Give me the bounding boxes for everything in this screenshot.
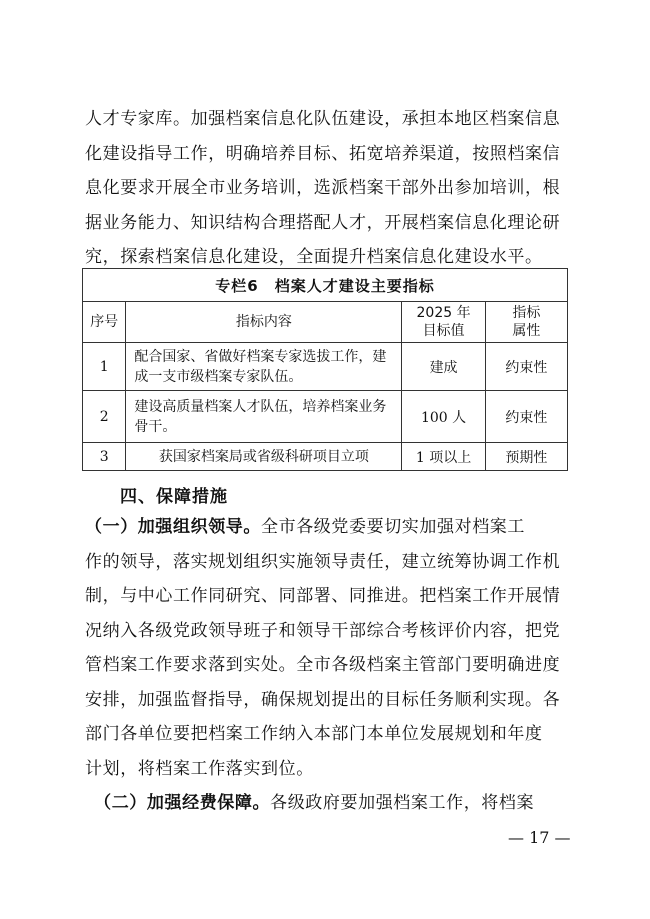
line-text: 各级政府要加强档案工作，将档案 [270, 793, 535, 813]
text-line: 息化要求开展全市业务培训，选派档案干部外出参加培训，根 [85, 178, 561, 198]
row-target: 1 项以上 [402, 443, 485, 471]
row-attr: 约束性 [485, 391, 567, 443]
header-attr [485, 302, 567, 343]
text-line: 况纳入各级党政领导班子和领导干部综合考核评价内容，把党 [85, 620, 561, 641]
text-line [85, 786, 568, 821]
text-line: 人才专家库。加强档案信息化队伍建设，承担本地区档案信息 [85, 109, 561, 129]
header-attr-line2: 属性 [512, 323, 541, 339]
header-no: 序号 [83, 302, 126, 343]
row-no: 1 [83, 343, 126, 391]
row-content: 获国家档案局或省级科研项目立项 [126, 443, 402, 471]
page-number: — 17 — [508, 828, 571, 847]
header-content: 指标内容 [126, 302, 402, 343]
row-attr: 预期性 [485, 443, 567, 471]
header-target-line2: 目标值 [422, 323, 465, 339]
table-row [83, 343, 568, 391]
lead-phrase: （二）加强经费保障。 [102, 793, 271, 813]
lead-phrase: （一）加强组织领导。 [85, 517, 261, 537]
paragraph-funding [85, 786, 568, 821]
text-line: 计划，将档案工作落实到位。 [85, 758, 314, 779]
row-target: 建成 [402, 343, 485, 391]
row-attr: 约束性 [485, 343, 567, 391]
talent-indicator-table [82, 268, 568, 471]
header-target-line1: 2025 年 [416, 305, 471, 321]
table-row [83, 391, 568, 443]
text-line: 据业务能力、知识结构合理搭配人才，开展档案信息化理论研 [85, 212, 561, 233]
text-line: 作的领导，落实规划组织实施领导责任，建立统筹协调工作机 [85, 551, 561, 572]
paragraph-organization-leadership [85, 510, 568, 786]
text-line: 究，探索档案信息化建设，全面提升档案信息化建设水平。 [85, 247, 543, 267]
row-target: 100 人 [402, 391, 485, 443]
row-no: 2 [83, 391, 126, 443]
row-content: 配合国家、省做好档案专家选拔工作，建成一支市级档案专家队伍。 [126, 343, 402, 391]
line-text: 全市各级党委要切实加强对档案工 [261, 517, 525, 537]
header-attr-line1: 指标 [512, 305, 541, 321]
text-line: 制，与中心工作同研究、同部署、同推进。把档案工作开展情 [85, 586, 561, 606]
section-heading: 四、保障措施 [120, 487, 228, 507]
text-line [85, 510, 568, 545]
paragraph-talent-pool [85, 102, 568, 275]
text-line: 化建设指导工作，明确培养目标、拓宽培养渠道，按照档案信 [85, 143, 561, 164]
text-line: 管档案工作要求落到实处。全市各级档案主管部门要明确进度 [85, 655, 561, 675]
row-content: 建设高质量档案人才队伍，培养档案业务骨干。 [126, 391, 402, 443]
text-line: 部门各单位要把档案工作纳入本部门本单位发展规划和年度 [85, 724, 543, 744]
row-no: 3 [83, 443, 126, 471]
table-row [83, 443, 568, 471]
table-caption: 专栏6 档案人才建设主要指标 [83, 269, 568, 302]
text-line: 安排，加强监督指导，确保规划提出的目标任务顺利实现。各 [85, 689, 561, 710]
header-target [402, 302, 485, 343]
